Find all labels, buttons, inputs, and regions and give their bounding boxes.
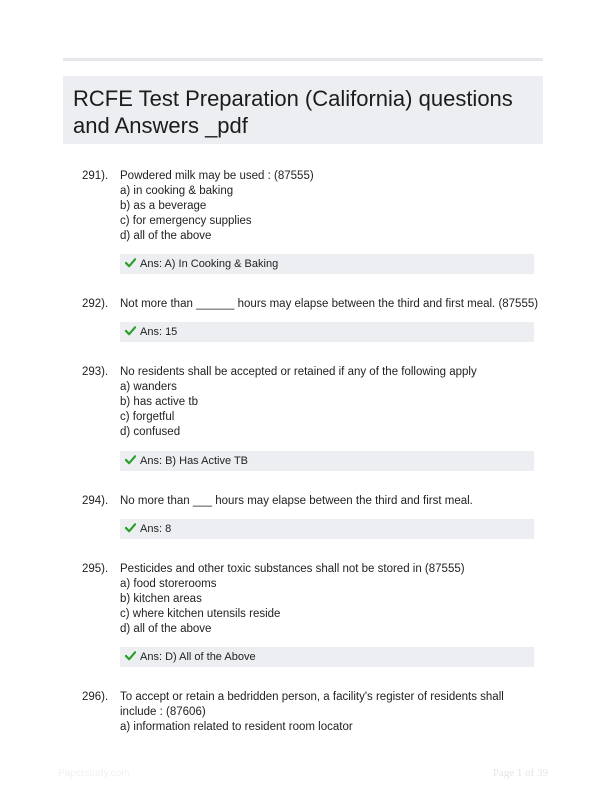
question-number: 294). [82,495,109,507]
option: d) confused [120,426,181,438]
question-text: Powdered milk may be used : (87555) [120,170,314,182]
answer-box [120,254,534,274]
check-icon [125,325,136,336]
option: c) for emergency supplies [120,215,252,227]
question-body [120,297,540,312]
question-text: Not more than ______ hours may elapse between the third and first meal. (87555) [120,298,539,310]
option: a) food storerooms [120,578,217,590]
question-body [120,562,540,637]
question-body [120,365,540,440]
question-text: No more than ___ hours may elapse between the third and first meal. [120,495,473,507]
check-icon [125,650,136,661]
question-body [120,494,540,509]
option: d) all of the above [120,230,212,242]
answer-text: Ans: 15 [140,326,178,338]
check-icon [125,454,136,465]
answer-text: Ans: 8 [140,523,172,535]
question-text: No residents shall be accepted or retained if any of the following apply [120,366,477,378]
answer-text: Ans: B) Has Active TB [140,455,249,467]
answer-box [120,322,534,342]
question-number: 292). [82,298,109,310]
page-number: Page 1 of 39 [492,767,548,779]
answer-box [120,647,534,667]
option: c) forgetful [120,411,175,423]
question-number: 296). [82,691,109,703]
option: b) as a beverage [120,200,207,212]
top-rule [63,58,543,61]
answer-box [120,451,534,471]
footer-site: Paperstudy.com [58,768,130,779]
option: a) in cooking & baking [120,185,234,197]
title-box [63,76,543,144]
answer-box [120,519,534,539]
question-body [120,169,540,244]
option: a) information related to resident room locator [120,721,353,733]
answer-text: Ans: A) In Cooking & Baking [140,258,279,270]
page-title: RCFE Test Preparation (California) questions and Answers _pdf [73,86,513,138]
question-number: 293). [82,366,109,378]
question-number: 291). [82,170,109,182]
option: a) wanders [120,381,177,393]
check-icon [125,522,136,533]
question-body [120,690,540,735]
check-icon [125,257,136,268]
option: b) has active tb [120,396,198,408]
option: b) kitchen areas [120,593,202,605]
answer-text: Ans: D) All of the Above [140,651,256,663]
question-number: 295). [82,563,109,575]
question-text: Pesticides and other toxic substances shall not be stored in (87555) [120,563,465,575]
option: d) all of the above [120,623,212,635]
question-text: To accept or retain a bedridden person, a facility's register of residents shall include : (87606) [120,691,504,718]
option: c) where kitchen utensils reside [120,608,281,620]
